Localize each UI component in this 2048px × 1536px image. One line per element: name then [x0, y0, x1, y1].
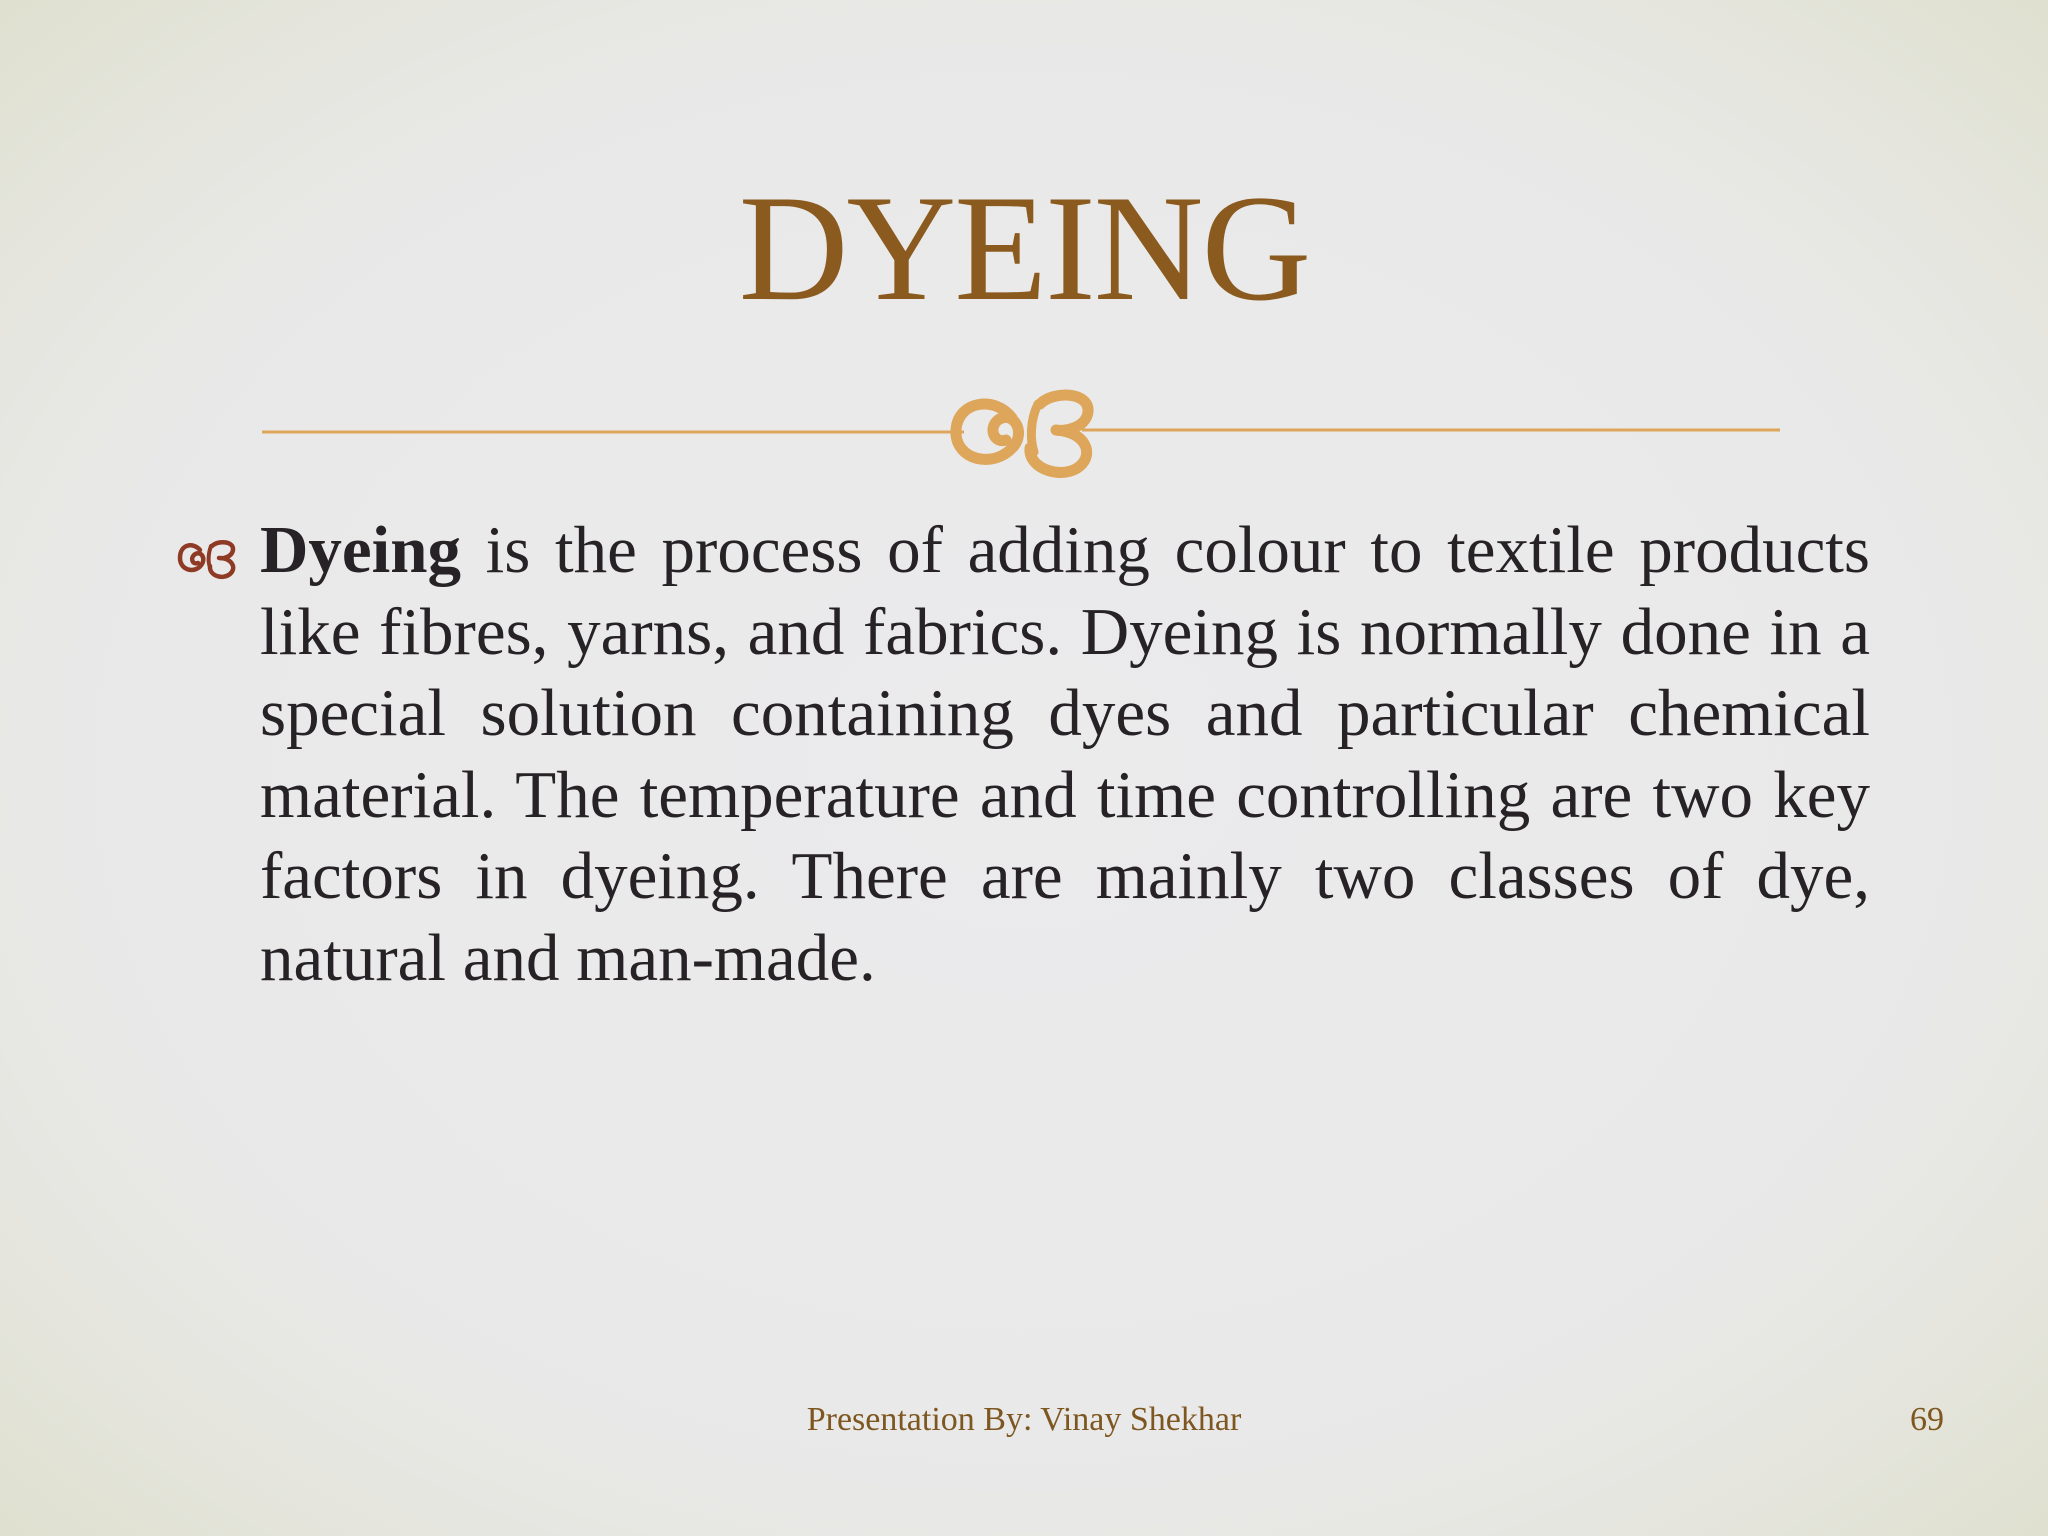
- slide-title: DYEING: [738, 164, 1310, 332]
- flourish-icon: [956, 395, 1088, 472]
- bullet-term: Dyeing: [260, 513, 461, 587]
- footer-presenter: Presentation By: Vinay Shekhar: [806, 1401, 1242, 1438]
- flourish-bullet-icon: [176, 536, 246, 580]
- page-number: 69: [1910, 1401, 1944, 1438]
- bullet-text: is the process of adding colour to textile products like fibres, yarns, and fabrics. Dyeing is normally done in a special solution containing dyes and particular chemical material. The temperature and time controlling are two key factors in dyeing. There are mainly two classes of dye, natural and man-made.: [260, 513, 1870, 995]
- bullet-paragraph: [260, 510, 1870, 999]
